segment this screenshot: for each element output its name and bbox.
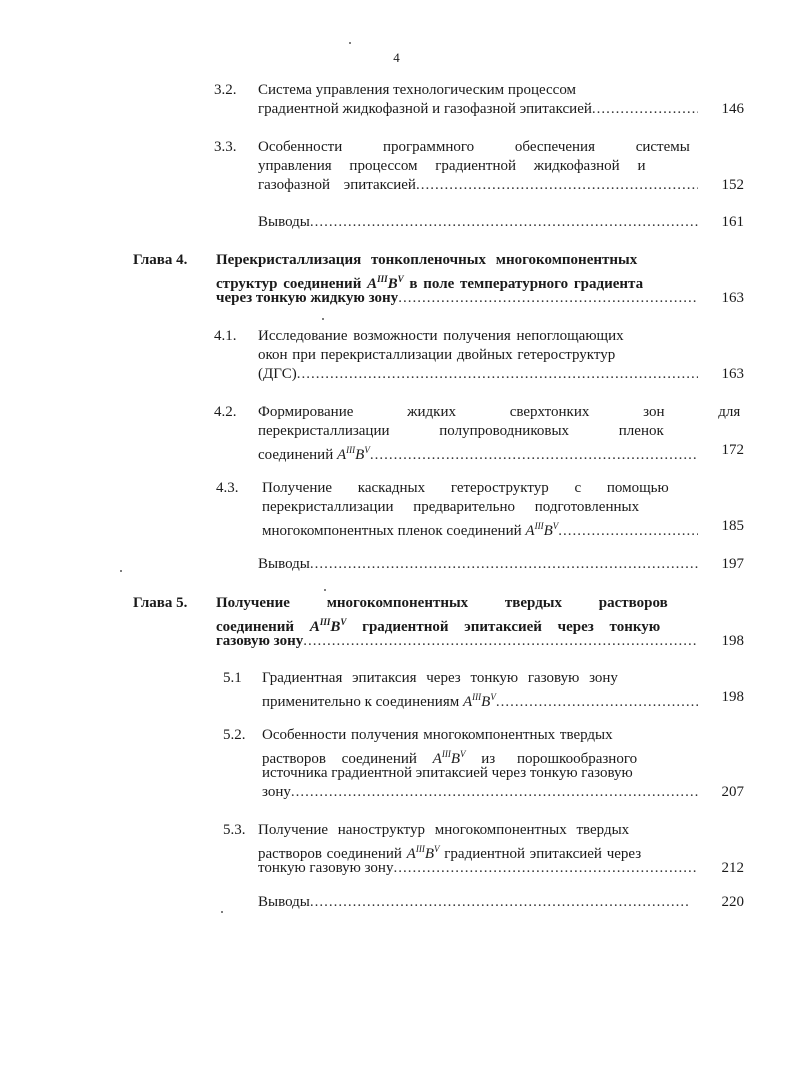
page-number: 4 <box>393 50 400 65</box>
entry-title-line: перекристаллизации предварительно подготовленных <box>262 499 640 515</box>
entry-title-line: тонкую газовую зону <box>258 860 394 876</box>
dot-leader <box>310 555 698 574</box>
section-number: 4.2. <box>214 404 237 420</box>
dot-leader <box>496 693 698 712</box>
section-number: 5.2. <box>223 727 246 743</box>
compound-formula: $A^{III}B^V$ <box>309 617 347 635</box>
page-reference: 220 <box>721 894 744 910</box>
entry-title-line: (ДГС) <box>258 366 297 382</box>
entry-title-line: многокомпонентных пленок соединений $A^{III}B^V$ <box>262 521 559 539</box>
page-reference: 172 <box>721 442 744 458</box>
entry-title-line: градиентной эпитаксией через тонкую <box>362 619 661 635</box>
entry-title-line: Выводы <box>258 214 310 230</box>
dot-leader <box>303 632 698 651</box>
page-reference: 185 <box>721 518 744 534</box>
section-number: 4.3. <box>216 480 239 496</box>
page-reference: 198 <box>721 633 744 649</box>
entry-title-line: Градиентная эпитаксия через тонкую газовую зону <box>262 670 618 686</box>
page-reference: 152 <box>721 177 744 193</box>
page-reference: 207 <box>721 784 744 800</box>
page-reference: 212 <box>721 860 744 876</box>
dot-leader <box>310 893 690 912</box>
page-reference: 198 <box>721 689 744 705</box>
entry-title-line: Система управления технологическим процессом <box>258 82 577 98</box>
compound-formula: $A^{III}B^V$ <box>462 692 496 710</box>
chapter-number: Глава 5. <box>133 595 188 611</box>
entry-title-line: соединений $A^{III}B^V$ <box>258 445 370 463</box>
dot-leader <box>297 365 698 384</box>
entry-title-line: Получение каскадных гетероструктур с помощью <box>262 480 669 496</box>
section-number: 4.1. <box>214 328 237 344</box>
dot-leader <box>398 289 698 308</box>
section-number: 3.2. <box>214 82 237 98</box>
page-reference: 161 <box>721 214 744 230</box>
section-number: 3.3. <box>214 139 237 155</box>
entry-title-line: через тонкую жидкую зону <box>216 290 399 306</box>
entry-title-line: Получение наноструктур многокомпонентных твердых <box>258 822 630 838</box>
entry-title-line: растворов соединений <box>262 751 417 767</box>
entry-title-line: структур соединений <box>216 276 362 292</box>
page-reference: 197 <box>721 556 744 572</box>
entry-title-line: Перекристаллизация тонкопленочных многокомпонентных <box>216 252 638 268</box>
dot-leader <box>370 446 698 465</box>
dot-leader <box>558 522 698 541</box>
compound-formula: $A^{III}B^V$ <box>432 749 466 767</box>
dot-leader <box>393 859 698 878</box>
compound-formula: $A^{III}B^V$ <box>406 844 440 862</box>
entry-title-line: в поле температурного градиента <box>409 276 644 292</box>
page-reference: 163 <box>721 290 744 306</box>
chapter-number: Глава 4. <box>133 252 188 268</box>
compound-formula: $A^{III}B^V$ <box>336 445 370 463</box>
dot-leader <box>416 176 698 195</box>
entry-title-line: Получение многокомпонентных твердых растворов <box>216 595 668 611</box>
entry-title-line: зону <box>262 784 291 800</box>
entry-title-line: окон при перекристаллизации двойных гетероструктур <box>258 347 616 363</box>
entry-title-line: градиентной эпитаксией через <box>444 846 642 862</box>
entry-title-line: управления процессом градиентной жидкофазной и <box>258 158 646 174</box>
compound-formula: $A^{III}B^V$ <box>367 274 404 292</box>
entry-title-line: применительно к соединениям $A^{III}B^V$ <box>262 692 496 710</box>
entry-title-line: Выводы <box>258 894 310 910</box>
entry-title-line: градиентной жидкофазной и газофазной эпитаксией <box>258 101 592 117</box>
entry-title-line: газофазной эпитаксией <box>258 177 416 193</box>
entry-title-line: Формирование жидких сверхтонких зон для <box>258 404 741 420</box>
section-number: 5.3. <box>223 822 246 838</box>
entry-title-line: источника градиентной эпитаксией через тонкую газовую <box>262 765 633 781</box>
entry-title-line: Выводы <box>258 556 310 572</box>
entry-title-line: Особенности получения многокомпонентных твердых <box>262 727 613 743</box>
entry-title-line: соединений <box>216 619 295 635</box>
section-number: 5.1 <box>223 670 242 686</box>
entry-title-line: газовую зону <box>216 633 304 649</box>
dot-leader <box>310 213 698 232</box>
entry-title-line: Особенности программного обеспечения системы <box>258 139 690 155</box>
dot-leader <box>291 783 698 802</box>
page-reference: 146 <box>721 101 744 117</box>
compound-formula: $A^{III}B^V$ <box>525 521 559 539</box>
entry-title-line: растворов соединений <box>258 846 402 862</box>
page-reference: 163 <box>721 366 744 382</box>
dot-leader <box>592 100 698 119</box>
entry-title-line: из порошкообразного <box>481 751 638 767</box>
entry-title-line: перекристаллизации полупроводниковых пленок <box>258 423 664 439</box>
entry-title-line: Исследование возможности получения непоглощающих <box>258 328 624 344</box>
